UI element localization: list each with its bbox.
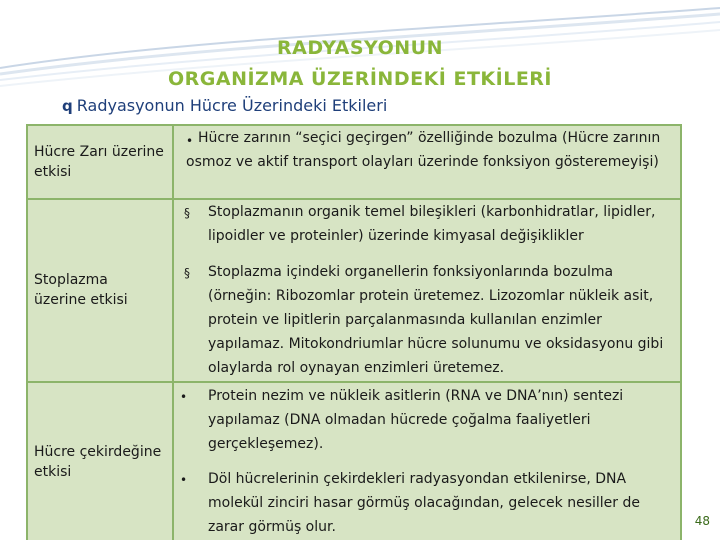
table-row-divider-2 <box>26 381 682 383</box>
page-number: 48 <box>694 514 710 528</box>
subtitle-text: Radyasyonun Hücre Üzerindeki Etkileri <box>76 96 388 115</box>
bullet-icon: • <box>180 390 188 404</box>
row-label-cytoplasm: Stoplazma üzerine etkisi <box>34 272 128 308</box>
effects-table <box>26 124 682 540</box>
row-2-bullet-2: Stoplazma içindeki organellerin fonksiyonlarında bozulma (örneğin: Ribozomlar protein üretemez. Lizozomlar nükleik asit, protein ve lipitlerin parçalanmasında kullanılan enzimler yapılamaz. Mitokondriumlar hücre solunumu ve oksidasyonu gibi olaylarda rol oynayan enzimleri üretemez. <box>208 264 664 376</box>
row-label-nucleus: Hücre çekirdeğine etkisi <box>34 444 162 480</box>
table-border-left <box>26 124 28 540</box>
slide-title-line-1: RADYASYONUN <box>276 37 444 59</box>
row-3-bullet-2: Döl hücrelerinin çekirdekleri radyasyondan etkilenirse, DNA molekül zinciri hasar görmüş olacağından, gelecek nesiller de zarar görmüş olur. <box>208 471 640 535</box>
bullet-icon: • <box>186 134 194 148</box>
subtitle-bullet-icon: q <box>62 96 73 115</box>
row-2-bullet-1: Stoplazmanın organik temel bileşikleri (karbonhidratlar, lipidler, lipoidler ve proteinler) üzerinde kimyasal değişiklikler <box>208 204 656 244</box>
row-3-bullet-1: Protein nezim ve nükleik asitlerin (RNA ve DNA’nın) sentezi yapılamaz (DNA olmadan hücrede çoğalma faaliyetleri gerçekleşemez). <box>208 388 624 452</box>
bullet-icon: § <box>184 266 190 280</box>
row-1-bullet-1: Hücre zarının “seçici geçirgen” özelliğinde bozulma (Hücre zarının osmoz ve aktif transport olayları üzerinde fonksiyon gösteremeyişi) <box>186 130 661 170</box>
slide-subtitle <box>62 96 387 115</box>
slide-title-line-2: ORGANİZMA ÜZERİNDEKİ ETKİLERİ <box>167 68 553 90</box>
table-border-right <box>680 124 682 540</box>
row-label-cell-membrane: Hücre Zarı üzerine etkisi <box>34 144 164 180</box>
bullet-icon: § <box>184 206 190 220</box>
bullet-icon: • <box>180 473 188 487</box>
